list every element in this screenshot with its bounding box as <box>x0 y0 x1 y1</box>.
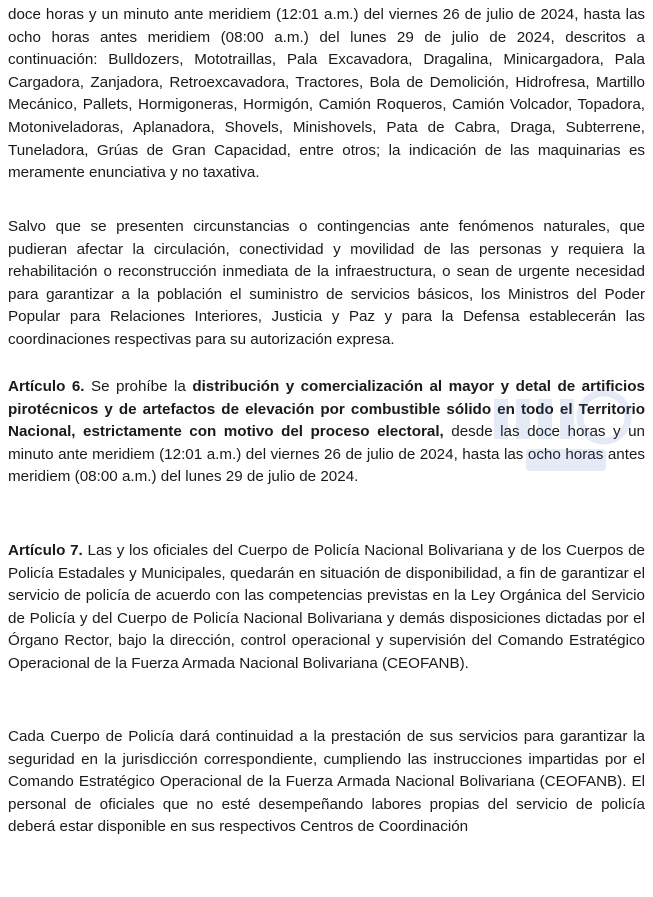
paragraph-machinery-list: doce horas y un minuto ante meridiem (12:01 a.m.) del viernes 26 de julio de 2024, hasta las ocho horas antes meridiem (08:00 a.m.) del lunes 29 de julio de 2024, descritos a continuación: Bulldozers, Mototraillas, Pala Excavadora, Dragalina, Minicargadora, Pala Cargadora, Zanjadora, Retroexcavadora, Tractores, Bola de Demolición, Hidrofresa, Martillo Mecánico, Pallets, Hormigoneras, Hormigón, Camión Roqueros, Camión Volcador, Topadora, Motoniveladoras, Aplanadora, Shovels, Minishovels, Pata de Cabra, Draga, Subterrene, Tuneladora, Grúas de Gran Capacidad, entre otros; la indicación de las maquinarias es meramente enunciativa y no taxativa. <box>8 6 645 182</box>
paragraph-police-continuity: Cada Cuerpo de Policía dará continuidad a la prestación de sus servicios para garantizar la seguridad en la jurisdicción correspondiente, cumpliendo las instrucciones impartidas por el Comando Estratégico Operacional de la Fuerza Armada Nacional Bolivariana (CEOFANB). El personal de oficiales que no esté desempeñando labores propias del servicio de policía deberá estar disponible en sus respectivos Centros de Coordinación <box>8 728 645 836</box>
paragraph-exceptions: Salvo que se presenten circunstancias o contingencias ante fenómenos naturales, que pudieran afectar la circulación, conectividad y movilidad de las personas y requiera la rehabilitación o reconstrucción inmediata de la infraestructura, o sean de urgente necesidad para garantizar a la población el suministro de servicios básicos, los Ministros del Poder Popular para Relaciones Interiores, Justicia y Paz y para la Defensa establecerán las coordinaciones respectivas para su autorización expresa. <box>8 218 645 348</box>
article-6-text-b: desde las doce horas y un minuto ante meridiem (12:01 a.m.) del viernes 26 de julio de 2024, hasta las ocho horas antes meridiem (08:00 a.m.) del lunes 29 de julio de 2024. <box>8 423 645 486</box>
article-6 <box>8 376 645 489</box>
article-6-bold-text: distribución y comercialización al mayor y detal de artificios pirotécnicos y de artefactos de elevación por combustible sólido en todo el Territorio Nacional, estrictamente con motivo del proceso electoral, <box>8 378 645 441</box>
article-6-text-a: Se prohíbe la <box>84 378 193 395</box>
article-7 <box>8 540 645 676</box>
article-7-text: Las y los oficiales del Cuerpo de Policía Nacional Bolivariana y de los Cuerpos de Policía Estadales y Municipales, quedarán en situación de disponibilidad, a fin de garantizar el servicio de policía de acuerdo con las competencias previstas en la Ley Orgánica del Servicio de Policía y del Cuerpo de Policía Nacional Bolivariana y demás disposiciones dictadas por el Órgano Rector, bajo la dirección, control operacional y supervisión del Comando Estratégico Operacional de la Fuerza Armada Nacional Bolivariana (CEOFANB). <box>8 542 646 672</box>
article-7-label: Artículo 7. <box>8 542 83 559</box>
article-6-label: Artículo 6. <box>8 378 85 395</box>
